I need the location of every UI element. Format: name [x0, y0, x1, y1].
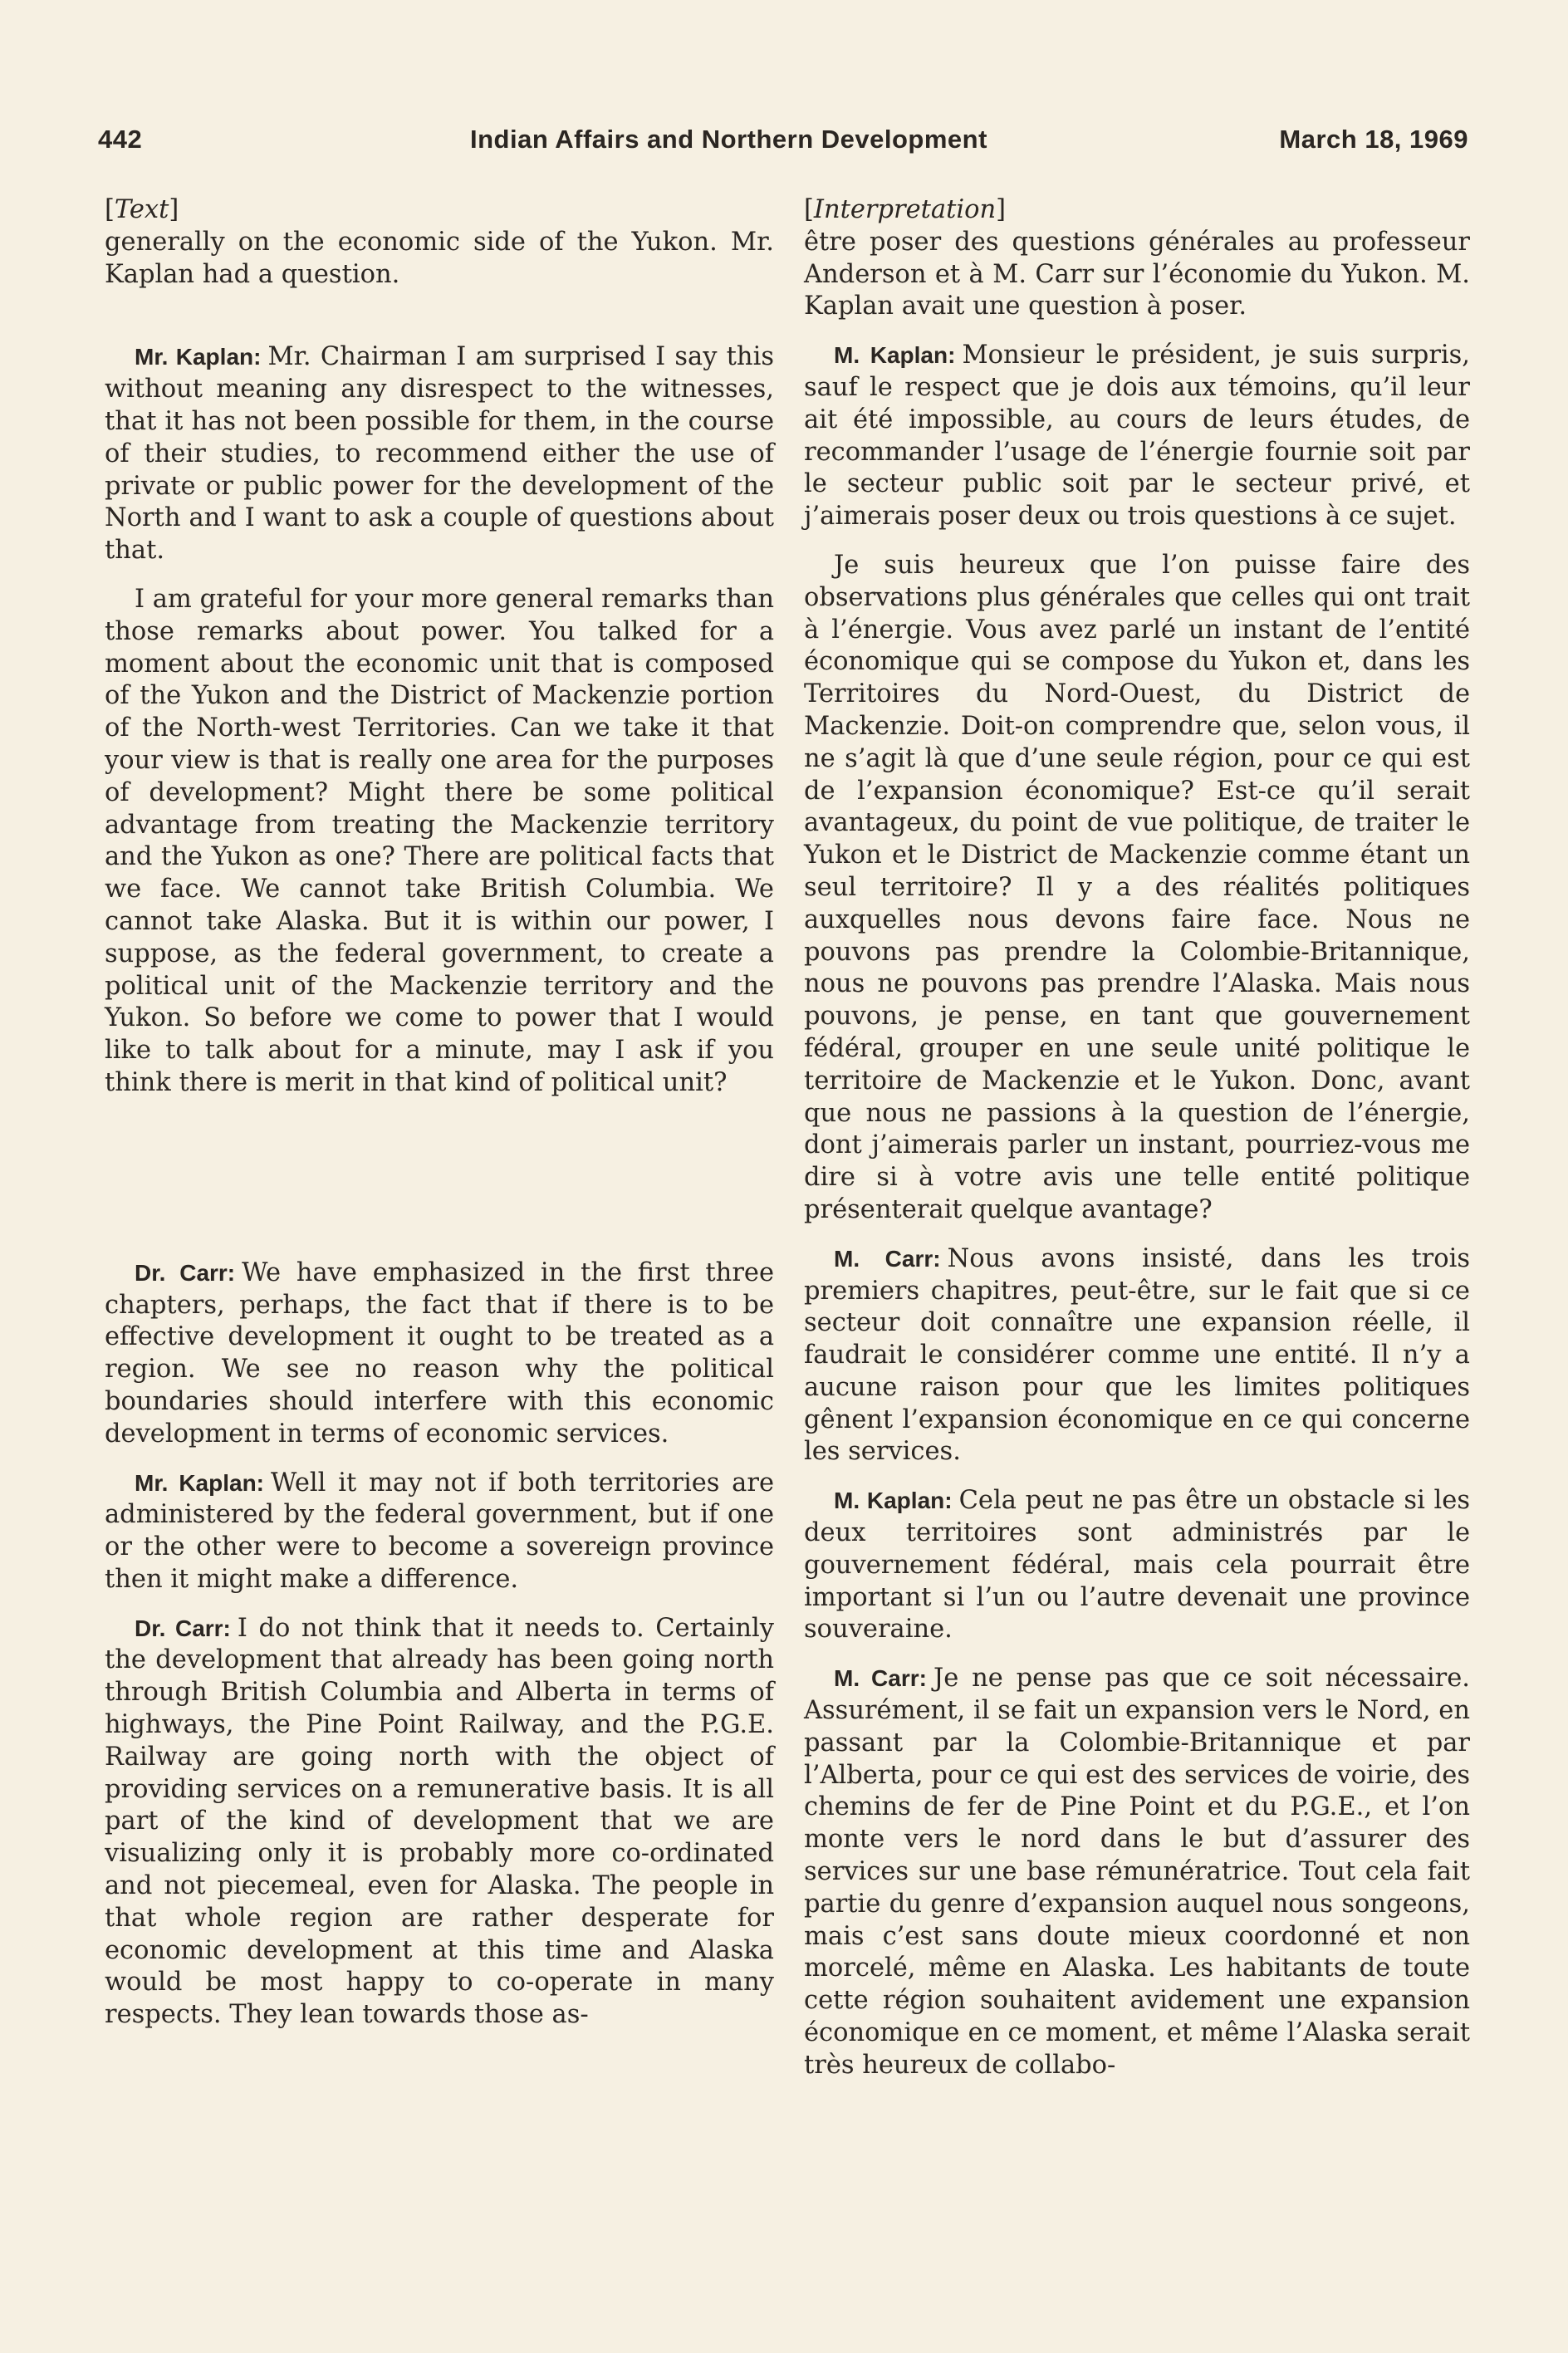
column-label: [Text] — [105, 195, 179, 224]
running-title: Indian Affairs and Northern Development — [470, 125, 987, 154]
speaker-name: M. Carr: — [834, 1245, 941, 1272]
speaker-name: M. Kaplan: — [834, 1488, 953, 1514]
speech-paragraph — [804, 340, 1470, 533]
english-column — [105, 194, 774, 2032]
paragraph: I am grateful for your more general remarks than those remarks about power. You talked for a moment about the economic unit that is composed of the Yukon and the District of Mackenzie portion of the North-west Territories. Can we take it that your view is that is really one area for the purposes of development? Might there be some political advantage from treating the Mackenzie territory and the Yukon as one? There are political facts that we face. We cannot take British Columbia. We cannot take Alaska. But it is within our power, I suppose, as the federal government, to create a political unit of the Mackenzie territory and the Yukon. So before we come to power that I would like to talk about for a minute, may I ask if you think there is merit in that kind of political unit? — [105, 584, 774, 1097]
paragraph: être poser des questions générales au professeur Anderson et à M. Carr sur l’économie du Yukon. M. Kaplan avait une question à poser. — [804, 227, 1470, 321]
speech-paragraph — [105, 1613, 774, 2032]
speech-paragraph — [804, 1485, 1470, 1646]
speech-paragraph — [105, 341, 774, 567]
speaker-name: Mr. Kaplan: — [135, 344, 262, 370]
running-header — [98, 125, 1468, 166]
paragraph: generally on the economic side of the Yukon. Mr. Kaplan had a question. — [105, 227, 774, 289]
speech-text: Je ne pense pas que ce soit nécessaire. Assurément, il se fait un expansion vers le Nord, en passant par la Colombie-Britannique et par l’Alberta, pour ce qui est des services de voirie, des chemins de fer de Pine Point et du P.G.E., et l’on monte vers le nord dans le but d’assurer des services sur une base rémunératrice. Tout cela fait partie du genre d’expansion auquel nous songeons, mais c’est sans doute mieux coordonné et non morcelé, même en Alaska. Les habitants de toute cette région souhaitent avidement une expansion économique en ce moment, et même l’Alaska serait très heureux de collabo- — [804, 1664, 1470, 2080]
paragraph: Je suis heureux que l’on puisse faire des observations plus générales que celles qui ont trait à l’énergie. Vous avez parlé un instant de l’entité économique qui se compose du Yukon et, dans les Territoires du Nord-Ouest, du District de Mackenzie. Doit-on comprendre que, selon vous, il ne s’agit là que d’une seule région, pour ce qui est de l’expansion économique? Est-ce qu’il serait avantageux, du point de vue politique, de traiter le Yukon et le District de Mackenzie comme étant un seul territoire? Il y a des réalités politiques auxquelles nous devons faire face. Nous ne pouvons pas prendre la Colombie-Britannique, nous ne pouvons pas prendre l’Alaska. Mais nous pouvons, je pense, en tant que gouvernement fédéral, grouper en une seule unité politique le territoire de Mackenzie et le Yukon. Donc, avant que nous ne passions à la question de l’énergie, dont j’aimerais parler un instant, pourriez-vous me dire si à votre avis une telle entité politique présenterait quelque avantage? — [804, 550, 1470, 1224]
speech-paragraph — [804, 1663, 1470, 2081]
speech-paragraph — [804, 1243, 1470, 1469]
speaker-name: Dr. Carr: — [135, 1259, 236, 1286]
speech-text: We have emphasized in the first three chapters, perhaps, the fact that if there is to be effective development it ought to be treated as a region. We see no reason why the political boundaries should interfere with this economic development in terms of economic services. — [105, 1257, 774, 1449]
speaker-name: Mr. Kaplan: — [135, 1469, 264, 1496]
speech-text: Cela peut ne pas être un obstacle si les deux territoires sont administrés par le gouvernement fédéral, mais cela pourrait être important si l’un ou l’autre devenait une province souveraine. — [804, 1486, 1470, 1645]
page-number: 442 — [98, 125, 143, 154]
speaker-name: M. Kaplan: — [834, 342, 956, 369]
speech-paragraph — [105, 1468, 774, 1596]
running-date: March 18, 1969 — [1279, 125, 1468, 154]
speech-text: Well it may not if both territories are administered by the federal government, but if one or the other were to become a sovereign province then it might make a difference. — [105, 1468, 774, 1594]
speaker-name: M. Carr: — [834, 1665, 927, 1692]
speaker-name: Dr. Carr: — [135, 1615, 231, 1641]
speech-text: I do not think that it needs to. Certainly the development that already has been going north through British Columbia and Alberta in terms of highways, the Pine Point Railway, and the P.G.E. Railway are going north with the object of providing services on a remunerative basis. It is all part of the kind of development that we are visualizing only it is probably more co-ordinated and not piecemeal, even for Alaska. The people in that whole region are rather desperate for economic development at this time and Alaska would be most happy to co-operate in many respects. They lean towards those as- — [105, 1613, 774, 2030]
speech-text: Monsieur le président, je suis surpris, sauf le respect que je dois aux témoins, qu’il leur ait été impossible, au cours de leurs études, de recommander l’usage de l’énergie fournie soit par le secteur public soit par le secteur privé, et j’aimerais poser deux ou trois questions à ce sujet. — [804, 341, 1471, 532]
column-label: [Interpretation] — [804, 195, 1007, 224]
speech-text: Nous avons insisté, dans les trois premiers chapitres, peut-être, sur le fait que si ce secteur doit connaître une expansion réelle, il faudrait le considérer comme une entité. Il n’y a aucune raison pour que les limites politiques gênent l’expansion économique en ce qui concerne les services. — [804, 1243, 1470, 1467]
speech-text: Mr. Chairman I am surprised I say this without meaning any disrespect to the witnesses, that it has not been possible for them, in the course of their studies, to recommend either the use of private or public power for the development of the North and I want to ask a couple of questions about that. — [105, 342, 774, 566]
french-column — [804, 194, 1470, 2082]
speech-paragraph — [105, 1257, 774, 1451]
